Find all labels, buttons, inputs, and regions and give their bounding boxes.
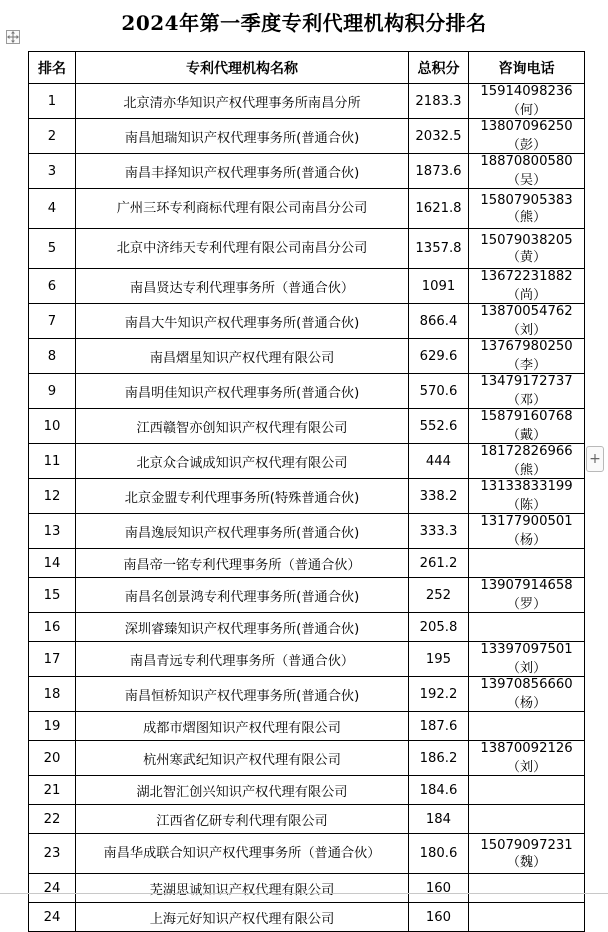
score-cell: 184 — [409, 805, 469, 834]
score-cell: 160 — [409, 874, 469, 903]
bottom-divider — [0, 893, 608, 894]
agency-name-cell: 湖北智汇创兴知识产权代理有限公司 — [76, 776, 409, 805]
score-cell: 338.2 — [409, 479, 469, 514]
score-cell: 1091 — [409, 269, 469, 304]
phone-cell: 15914098236（何） — [469, 84, 585, 119]
score-cell: 866.4 — [409, 304, 469, 339]
score-cell: 187.6 — [409, 712, 469, 741]
agency-name-cell: 南昌贤达专利代理事务所（普通合伙） — [76, 269, 409, 304]
plus-icon[interactable]: + — [586, 446, 604, 472]
table-row — [29, 712, 585, 741]
score-cell: 1621.8 — [409, 189, 469, 229]
rank-cell: 13 — [29, 514, 76, 549]
rank-cell: 22 — [29, 805, 76, 834]
table-row — [29, 741, 585, 776]
phone-cell — [469, 805, 585, 834]
table-row — [29, 229, 585, 269]
phone-cell — [469, 903, 585, 932]
header-rank: 排名 — [29, 52, 76, 84]
score-cell: 444 — [409, 444, 469, 479]
table-row — [29, 304, 585, 339]
ranking-table — [28, 51, 585, 932]
table-row — [29, 84, 585, 119]
table-row — [29, 479, 585, 514]
score-cell: 205.8 — [409, 613, 469, 642]
table-row — [29, 834, 585, 874]
score-cell: 195 — [409, 642, 469, 677]
score-cell: 261.2 — [409, 549, 469, 578]
rank-cell: 14 — [29, 549, 76, 578]
phone-cell: 13177900501（杨） — [469, 514, 585, 549]
score-cell: 1873.6 — [409, 154, 469, 189]
phone-cell — [469, 776, 585, 805]
table-row — [29, 514, 585, 549]
agency-name-cell: 南昌名创景鸿专利代理事务所(普通合伙) — [76, 578, 409, 613]
agency-name-cell: 南昌华成联合知识产权代理事务所（普通合伙） — [76, 834, 409, 874]
agency-name-cell: 北京清亦华知识产权代理事务所南昌分所 — [76, 84, 409, 119]
table-row — [29, 776, 585, 805]
agency-name-cell: 南昌逸辰知识产权代理事务所(普通合伙) — [76, 514, 409, 549]
rank-cell: 7 — [29, 304, 76, 339]
phone-cell: 13397097501（刘） — [469, 642, 585, 677]
score-cell: 192.2 — [409, 677, 469, 712]
move-arrows-icon[interactable] — [6, 30, 20, 44]
agency-name-cell: 芜湖思诚知识产权代理有限公司 — [76, 874, 409, 903]
score-cell: 629.6 — [409, 339, 469, 374]
score-cell: 2032.5 — [409, 119, 469, 154]
phone-cell — [469, 712, 585, 741]
score-cell: 570.6 — [409, 374, 469, 409]
agency-name-cell: 北京众合诚成知识产权代理有限公司 — [76, 444, 409, 479]
phone-cell: 13870054762（刘） — [469, 304, 585, 339]
rank-cell: 3 — [29, 154, 76, 189]
table-row — [29, 874, 585, 903]
table-row — [29, 642, 585, 677]
table-row — [29, 339, 585, 374]
table-row — [29, 578, 585, 613]
agency-name-cell: 南昌熠星知识产权代理有限公司 — [76, 339, 409, 374]
agency-name-cell: 成都市熠图知识产权代理有限公司 — [76, 712, 409, 741]
phone-cell: 15879160768（戴） — [469, 409, 585, 444]
phone-cell: 13133833199（陈） — [469, 479, 585, 514]
table-row — [29, 119, 585, 154]
rank-cell: 16 — [29, 613, 76, 642]
score-cell: 180.6 — [409, 834, 469, 874]
rank-cell: 17 — [29, 642, 76, 677]
phone-cell — [469, 549, 585, 578]
table-row — [29, 549, 585, 578]
table-row — [29, 805, 585, 834]
score-cell: 186.2 — [409, 741, 469, 776]
agency-name-cell: 南昌大牛知识产权代理事务所(普通合伙) — [76, 304, 409, 339]
rank-cell: 1 — [29, 84, 76, 119]
header-score: 总积分 — [409, 52, 469, 84]
score-cell: 333.3 — [409, 514, 469, 549]
table-row — [29, 374, 585, 409]
agency-name-cell: 江西赣智亦创知识产权代理有限公司 — [76, 409, 409, 444]
rank-cell: 15 — [29, 578, 76, 613]
phone-cell: 15807905383（熊） — [469, 189, 585, 229]
table-row — [29, 189, 585, 229]
table-row — [29, 677, 585, 712]
rank-cell: 23 — [29, 834, 76, 874]
agency-name-cell: 北京金盟专利代理事务所(特殊普通合伙) — [76, 479, 409, 514]
agency-name-cell: 南昌青远专利代理事务所（普通合伙） — [76, 642, 409, 677]
table-row — [29, 613, 585, 642]
rank-cell: 20 — [29, 741, 76, 776]
agency-name-cell: 北京中济纬天专利代理有限公司南昌分公司 — [76, 229, 409, 269]
score-cell: 252 — [409, 578, 469, 613]
table-body — [29, 84, 585, 932]
agency-name-cell: 广州三环专利商标代理有限公司南昌分公司 — [76, 189, 409, 229]
page-title: 2024年第一季度专利代理机构积分排名 — [121, 11, 487, 35]
agency-name-cell: 上海元好知识产权代理有限公司 — [76, 903, 409, 932]
agency-name-cell: 江西省亿研专利代理有限公司 — [76, 805, 409, 834]
agency-name-cell: 深圳睿臻知识产权代理事务所(普通合伙) — [76, 613, 409, 642]
phone-cell: 13907914658（罗） — [469, 578, 585, 613]
rank-cell: 10 — [29, 409, 76, 444]
table-row — [29, 269, 585, 304]
table-row — [29, 154, 585, 189]
header-name: 专利代理机构名称 — [76, 52, 409, 84]
phone-cell — [469, 874, 585, 903]
phone-cell: 18870800580（吴） — [469, 154, 585, 189]
rank-cell: 24 — [29, 903, 76, 932]
score-cell: 160 — [409, 903, 469, 932]
agency-name-cell: 南昌帝一铭专利代理事务所（普通合伙） — [76, 549, 409, 578]
agency-name-cell: 南昌明佳知识产权代理事务所(普通合伙) — [76, 374, 409, 409]
phone-cell: 18172826966（熊） — [469, 444, 585, 479]
rank-cell: 11 — [29, 444, 76, 479]
agency-name-cell: 南昌丰择知识产权代理事务所(普通合伙) — [76, 154, 409, 189]
score-cell: 1357.8 — [409, 229, 469, 269]
score-cell: 552.6 — [409, 409, 469, 444]
phone-cell: 13970856660（杨） — [469, 677, 585, 712]
agency-name-cell: 南昌恒桥知识产权代理事务所(普通合伙) — [76, 677, 409, 712]
score-cell: 2183.3 — [409, 84, 469, 119]
rank-cell: 18 — [29, 677, 76, 712]
phone-cell: 13479172737（邓） — [469, 374, 585, 409]
rank-cell: 21 — [29, 776, 76, 805]
score-cell: 184.6 — [409, 776, 469, 805]
rank-cell: 24 — [29, 874, 76, 903]
table-row — [29, 409, 585, 444]
rank-cell: 8 — [29, 339, 76, 374]
rank-cell: 12 — [29, 479, 76, 514]
table-row — [29, 444, 585, 479]
rank-cell: 4 — [29, 189, 76, 229]
phone-cell: 13672231882（尚） — [469, 269, 585, 304]
phone-cell: 13767980250（李） — [469, 339, 585, 374]
phone-cell: 15079097231（魏） — [469, 834, 585, 874]
rank-cell: 9 — [29, 374, 76, 409]
rank-cell: 2 — [29, 119, 76, 154]
table-row — [29, 903, 585, 932]
table-header-row — [29, 52, 585, 84]
phone-cell: 15079038205（黄） — [469, 229, 585, 269]
rank-cell: 5 — [29, 229, 76, 269]
phone-cell — [469, 613, 585, 642]
header-phone: 咨询电话 — [469, 52, 585, 84]
phone-cell: 13807096250（彭） — [469, 119, 585, 154]
rank-cell: 6 — [29, 269, 76, 304]
agency-name-cell: 南昌旭瑞知识产权代理事务所(普通合伙) — [76, 119, 409, 154]
phone-cell: 13870092126（刘） — [469, 741, 585, 776]
rank-cell: 19 — [29, 712, 76, 741]
agency-name-cell: 杭州寒武纪知识产权代理有限公司 — [76, 741, 409, 776]
